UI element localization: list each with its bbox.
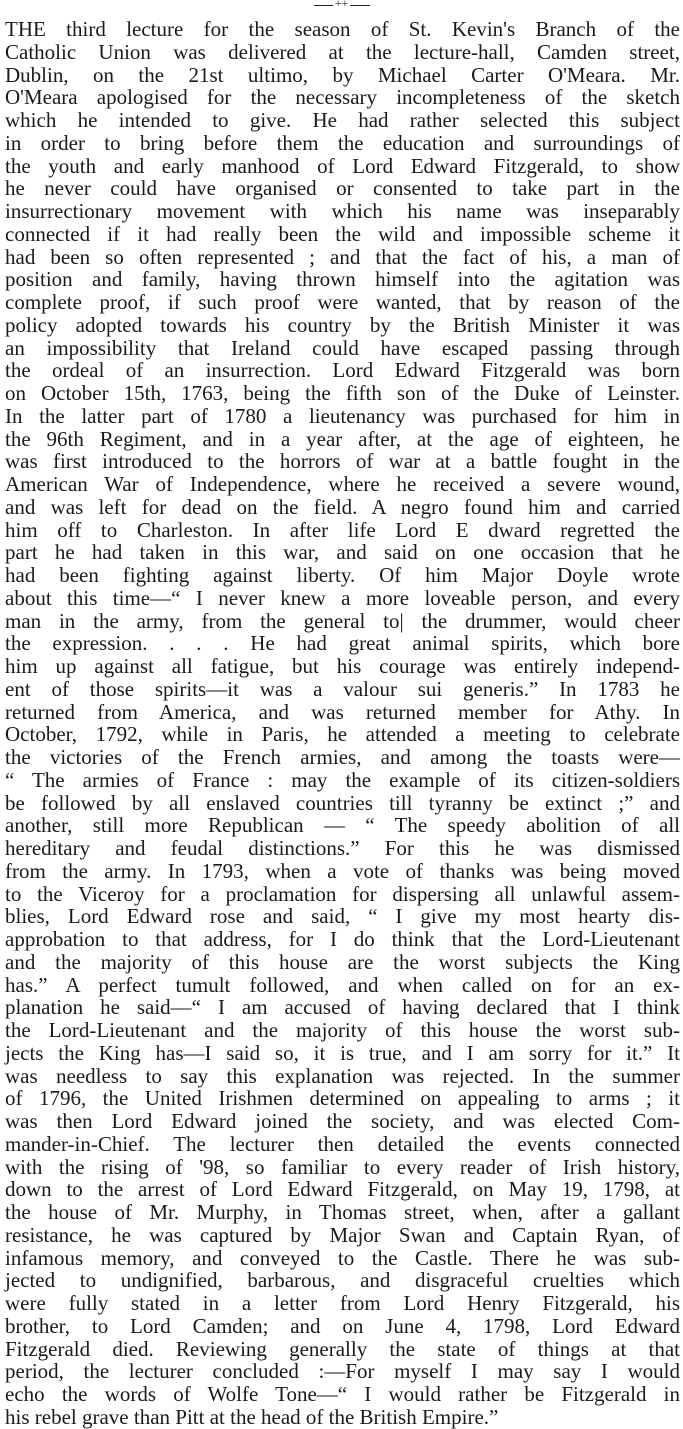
article-line: his rebel grave than Pitt at the head of the British Empire.” (5, 1404, 499, 1429)
article-line: resistance, he was captured by Major Swan and Captain Ryan, of (5, 1222, 680, 1247)
article-line: Dublin, on the 21st ultimo, by Michael Carter O'Meara. Mr. (5, 62, 680, 87)
article-line: blies, Lord Edward rose and said, “ I give my most hearty dis- (5, 904, 680, 929)
article-line: O'Meara apologised for the necessary incompleteness of the sketch (5, 85, 680, 110)
article-line: him off to Charleston. In after life Lord E dward regretted the (5, 517, 680, 542)
article-line: In the latter part of 1780 a lieutenancy was purchased for him in (5, 403, 680, 428)
article-line: had been fighting against liberty. Of him Major Doyle wrote (5, 563, 680, 587)
article-line: period, the lecturer concluded :—For myself I may say I would (5, 1359, 680, 1384)
article-line: policy adopted towards his country by the British Minister it was (5, 312, 680, 337)
article-line: the Lord-Lieutenant and the majority of this house the worst sub- (5, 1018, 680, 1042)
article-line: the victories of the French armies, and among the toasts were— (5, 745, 680, 769)
article-line: mander-in-Chief. The lecturer then detailed the events connected (5, 1131, 680, 1156)
article-line: on October 15th, 1763, being the fifth son of the Duke of Leinster. (5, 381, 680, 405)
article-line: returned from America, and was returned member for Athy. In (5, 699, 680, 724)
article-line: “ The armies of France : may the example of its citizen-soldiers (5, 767, 680, 792)
article-line: the ordeal of an insurrection. Lord Edward Fitzgerald was born (5, 358, 680, 383)
separator-ornament: ++ (333, 0, 351, 9)
article-line: brother, to Lord Camden; and on June 4, 1798, Lord Edward (5, 1313, 680, 1338)
article-line: be followed by all enslaved countries till tyranny be extinct ;” and (5, 790, 680, 815)
article-line: ent of those spirits—it was a valour sui generis.” In 1783 he (5, 676, 680, 701)
article-line: were fully stated in a letter from Lord Henry Fitzgerald, his (5, 1291, 680, 1315)
article-line: connected if it had really been the wild and impossible scheme it (5, 221, 680, 246)
article-line: an impossibility that Ireland could have escaped passing through (5, 335, 680, 360)
article-line: American War of Independence, where he received a severe wound, (5, 472, 680, 496)
article-line: insurrectionary movement with which his name was inseparably (5, 199, 680, 223)
section-separator-rule (314, 0, 370, 10)
article-line: the 96th Regiment, and in a year after, at the age of eighteen, he (5, 426, 680, 451)
article-line: part he had taken in this war, and said on one occasion that he (5, 540, 680, 565)
article-line: in order to bring before them the education and surroundings of (5, 130, 680, 155)
article-line: Fitzgerald died. Reviewing generally the state of things at that (5, 1336, 680, 1361)
article-line: which he intended to give. He had rather selected this subject (5, 108, 680, 132)
article-line: him up against all fatigue, but his courage was entirely independ- (5, 654, 680, 678)
article-line: jects the King has—I said so, it is true, and I am sorry for it.” It (5, 1040, 680, 1065)
article-line: the expression. . . . He had great animal spirits, which bore (5, 631, 680, 656)
article-line: the house of Mr. Murphy, in Thomas street, when, after a gallant (5, 1200, 680, 1224)
article-line: has.” A perfect tumult followed, and when called on for an ex- (5, 972, 680, 997)
article-line: position and family, having thrown himself into the agitation was (5, 267, 680, 292)
article-line: Catholic Union was delivered at the lecture-hall, Camden street, (5, 39, 680, 64)
article-line: approbation to that address, for I do think that the Lord-Lieutenant (5, 927, 680, 951)
article-line: from the army. In 1793, when a vote of thanks was being moved (5, 858, 680, 883)
article-line: hereditary and feudal distinctions.” For this he was dismissed (5, 836, 680, 860)
article-line: was first introduced to the horrors of war at a battle fought in the (5, 449, 680, 474)
article-line: jected to undignified, barbarous, and disgraceful cruelties which (5, 1268, 680, 1293)
article-line: and was left for dead on the field. A negro found him and carried (5, 494, 680, 519)
article-line: down to the arrest of Lord Edward Fitzgerald, on May 19, 1798, at (5, 1177, 680, 1202)
article-line: echo the words of Wolfe Tone—“ I would rather be Fitzgerald in (5, 1382, 680, 1406)
article-line: THE third lecture for the season of St. Kevin's Branch of the (5, 17, 680, 41)
article-column (5, 18, 680, 1429)
article-line: with the rising of '98, so familiar to every reader of Irish history, (5, 1154, 680, 1179)
article-line: October, 1792, while in Paris, he attended a meeting to celebrate (5, 722, 680, 747)
article-line: man in the army, from the general to| the drummer, would cheer (5, 608, 680, 633)
article-line: planation he said—“ I am accused of having declared that I think (5, 995, 680, 1020)
article-line: complete proof, if such proof were wanted, that by reason of the (5, 290, 680, 314)
article-line: of 1796, the United Irishmen determined on appealing to arms ; it (5, 1086, 680, 1111)
article-line: he never could have organised or consented to take part in the (5, 176, 680, 201)
article-line: was then Lord Edward joined the society, and was elected Com- (5, 1109, 680, 1133)
article-line: and the majority of this house are the worst subjects the King (5, 949, 680, 974)
article-line: had been so often represented ; and that the fact of his, a man of (5, 244, 680, 269)
article-line: another, still more Republican — “ The speedy abolition of all (5, 813, 680, 838)
article-line: to the Viceroy for a proclamation for dispersing all unlawful assem- (5, 881, 680, 906)
article-line: about this time—“ I never knew a more loveable person, and every (5, 585, 680, 610)
article-line: was needless to say this explanation was rejected. In the summer (5, 1063, 680, 1088)
article-line: the youth and early manhood of Lord Edward Fitzgerald, to show (5, 153, 680, 178)
article-line: infamous memory, and conveyed to the Castle. There he was sub- (5, 1245, 680, 1270)
